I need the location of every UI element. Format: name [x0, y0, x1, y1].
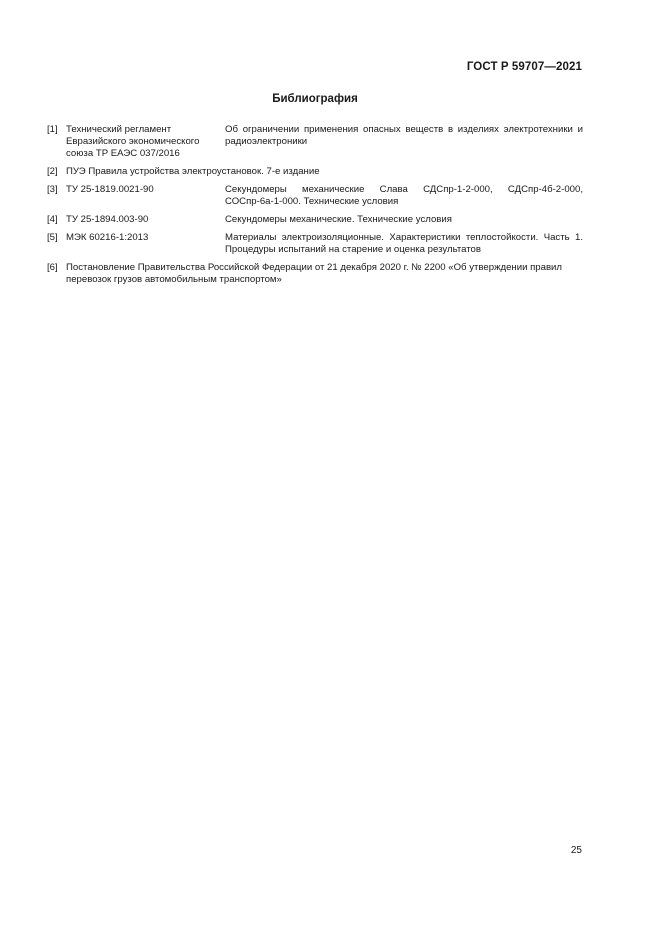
entry-description: Секундомеры механические. Технические условия	[225, 214, 452, 225]
entry-reference: ТУ 25-1819.0021-90	[66, 184, 154, 195]
bibliography-entry	[47, 214, 583, 226]
entry-text: Постановление Правительства Российской Федерации от 21 декабря 2020 г. № 2200 «Об утверждении правил перевозок грузов автомобильным транспортом»	[66, 262, 563, 285]
document-code: ГОСТ Р 59707—2021	[466, 61, 582, 73]
entry-number: [5]	[47, 232, 58, 243]
bibliography-list	[47, 124, 583, 292]
entry-number: [6]	[47, 262, 58, 273]
entry-reference: ТУ 25-1894.003-90	[66, 214, 149, 225]
bibliography-entry	[47, 262, 583, 286]
entry-reference: МЭК 60216-1:2013	[66, 232, 149, 243]
entry-number: [1]	[47, 124, 58, 135]
entry-description: Об ограничении применения опасных веществ в изделиях электротехники и радиоэлектроники	[225, 124, 583, 147]
entry-number: [4]	[47, 214, 58, 225]
entry-reference: Технический регламент Евразийского экономического союза ТР ЕАЭС 037/2016	[66, 124, 200, 159]
bibliography-entry	[47, 124, 583, 160]
entry-number: [3]	[47, 184, 58, 195]
entry-number: [2]	[47, 166, 58, 177]
bibliography-entry	[47, 184, 583, 208]
bibliography-entry	[47, 166, 583, 178]
entry-description: Секундомеры механические Слава СДСпр-1-2-000, СДСпр-4б-2-000, СОСпр-6а-1-000. Технические условия	[225, 184, 583, 207]
entry-description: Материалы электроизоляционные. Характеристики теплостойкости. Часть 1. Процедуры испытаний на старение и оценка результатов	[225, 232, 583, 255]
section-title: Библиография	[272, 93, 358, 105]
bibliography-entry	[47, 232, 583, 256]
entry-text: ПУЭ Правила устройства электроустановок. 7-е издание	[66, 166, 320, 177]
page-number: 25	[570, 845, 582, 856]
